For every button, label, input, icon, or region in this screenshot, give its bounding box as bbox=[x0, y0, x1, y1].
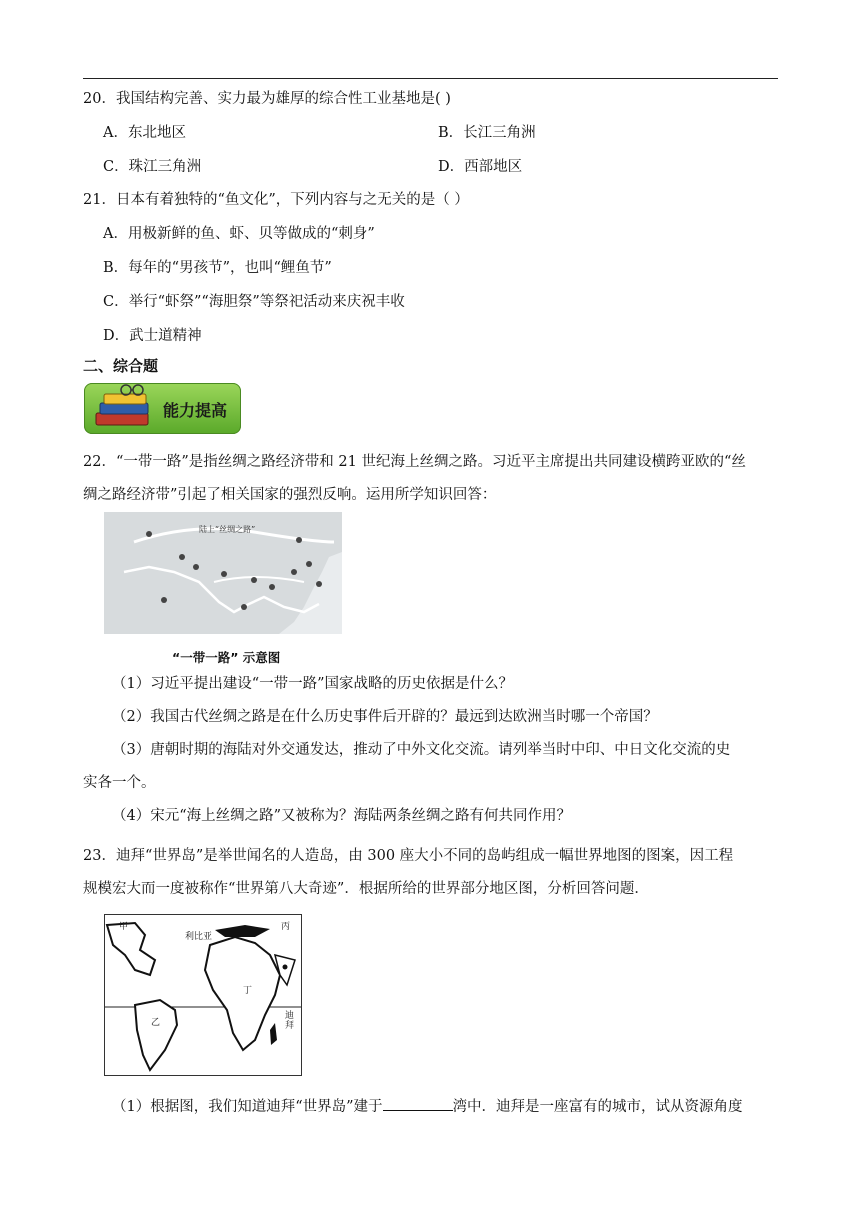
q23-sub1 bbox=[112, 1096, 743, 1117]
q20-option-c[interactable]: C．珠江三角洲 bbox=[103, 159, 202, 175]
section-heading: 二、综合题 bbox=[83, 357, 159, 375]
q21-option-c[interactable]: C．举行“虾祭”“海胆祭”等祭祀活动来庆祝丰收 bbox=[103, 294, 405, 310]
map-label-bing: 丙 bbox=[281, 922, 291, 932]
q20-option-a[interactable]: A．东北地区 bbox=[103, 125, 186, 141]
books-icon bbox=[90, 383, 160, 434]
world-partial-map bbox=[104, 914, 302, 1076]
ability-badge bbox=[84, 383, 241, 434]
q22-sub3-line1: （3）唐朝时期的海陆对外交通发达，推动了中外文化交流。请列举当时中印、中日文化交流的史 bbox=[112, 742, 731, 758]
q22-sub4: （4）宋元“海上丝绸之路”又被称为？海陆两条丝绸之路有何共同作用？ bbox=[112, 808, 572, 824]
question-22-stem-line1: 22．“一带一路”是指丝绸之路经济带和 21 世纪海上丝绸之路。习近平主席提出共同建设横跨亚欧的“丝 bbox=[83, 454, 746, 470]
map-label-jia: 甲 bbox=[119, 922, 129, 932]
q20-option-b[interactable]: B．长江三角洲 bbox=[438, 125, 536, 141]
q22-sub1: （1）习近平提出建设“一带一路”国家战略的历史依据是什么？ bbox=[112, 676, 514, 692]
badge-label: 能力提高 bbox=[162, 401, 227, 420]
map-label-yi: 乙 bbox=[151, 1018, 161, 1028]
question-23-stem-line1: 23．迪拜“世界岛”是举世闻名的人造岛，由 300 座大小不同的岛屿组成一幅世界地图的图案，因工程 bbox=[83, 848, 734, 864]
question-20-stem: 20．我国结构完善、实力最为雄厚的综合性工业基地是( ) bbox=[83, 91, 451, 107]
map-caption: “一带一路” 示意图 bbox=[172, 650, 281, 665]
q21-option-d[interactable]: D．武士道精神 bbox=[103, 328, 202, 344]
map-label-libya: 利比亚 bbox=[185, 932, 213, 942]
q20-option-d[interactable]: D．西部地区 bbox=[438, 159, 523, 175]
map-label-dubai: 迪拜 bbox=[285, 1011, 295, 1031]
belt-road-map bbox=[104, 512, 342, 634]
q22-sub2: （2）我国古代丝绸之路是在什么历史事件后开辟的？最远到达欧洲当时哪一个帝国？ bbox=[112, 709, 658, 725]
q22-sub3-line2: 实各一个。 bbox=[83, 775, 156, 791]
header-rule bbox=[83, 78, 778, 79]
question-22-stem-line2: 绸之路经济带”引起了相关国家的强烈反响。运用所学知识回答： bbox=[83, 487, 497, 503]
q23-sub1-part1: （1）根据图，我们知道迪拜“世界岛”建于 bbox=[112, 1099, 383, 1115]
answer-blank[interactable] bbox=[383, 1096, 453, 1111]
map-title: 陆上“丝绸之路” bbox=[199, 525, 256, 534]
q21-option-b[interactable]: B．每年的“男孩节”，也叫“鲤鱼节” bbox=[103, 260, 332, 276]
question-21-stem: 21．日本有着独特的“鱼文化”，下列内容与之无关的是（ ） bbox=[83, 192, 469, 208]
q23-sub1-part2: 湾中．迪拜是一座富有的城市，试从资源角度 bbox=[452, 1099, 743, 1115]
map-label-ding: 丁 bbox=[243, 986, 253, 996]
question-23-stem-line2: 规模宏大而一度被称作“世界第八大奇迹”．根据所给的世界部分地区图，分析回答问题． bbox=[83, 881, 649, 897]
q21-option-a[interactable]: A．用极新鲜的鱼、虾、贝等做成的“刺身” bbox=[103, 226, 375, 242]
